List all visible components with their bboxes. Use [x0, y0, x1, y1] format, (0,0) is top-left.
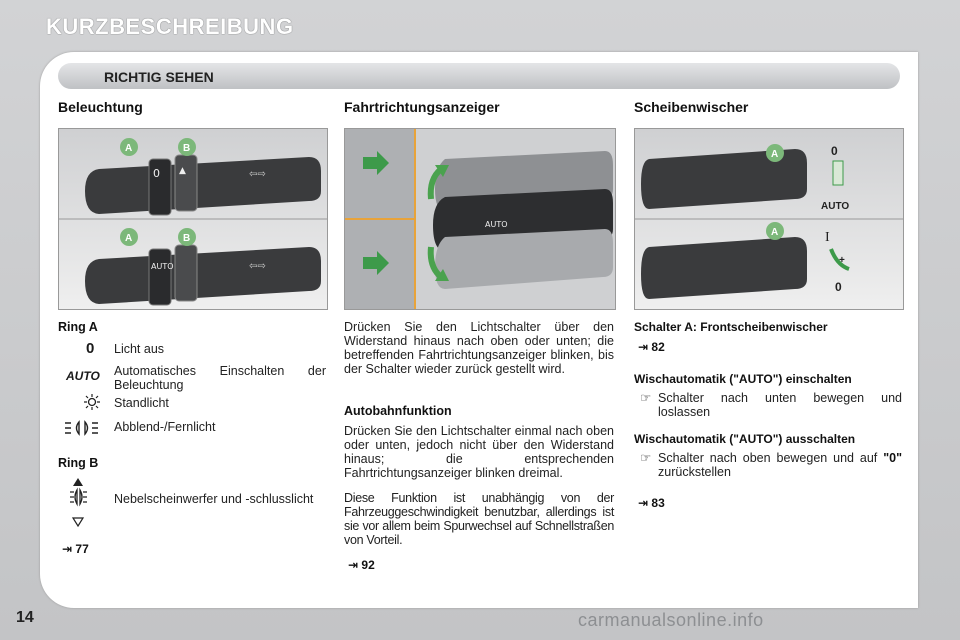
sidelight-icon: [82, 394, 102, 415]
beleuchtung-title: Beleuchtung: [58, 99, 143, 115]
ring-b-item: Nebelscheinwerfer und -schlusslicht: [114, 492, 314, 506]
section-title: RICHTIG SEHEN: [104, 69, 214, 85]
indicator-image: [344, 128, 616, 310]
svg-text:+: +: [839, 255, 845, 266]
arrow-icon: ⇥: [638, 496, 649, 510]
svg-text:A: A: [771, 227, 779, 238]
ring-a-item-abblend: Abblend-/Fernlicht: [114, 420, 216, 434]
auto-on-title: Wischautomatik ("AUTO") einschalten: [634, 372, 852, 386]
auto-off-text-zero: "0": [883, 451, 902, 465]
svg-text:⇦⇨: ⇦⇨: [249, 169, 266, 180]
autobahn-text: Drücken Sie den Lichtschalter einmal nach oben oder unten, jedoch nicht über den Widerstand hinaus; die entsprechenden Fahrtrichtungsanzeiger blinken dreimal.: [344, 424, 614, 480]
fog-light-icon: [64, 478, 92, 533]
arrow-icon: ⇥: [348, 558, 359, 572]
light-switch-illustration: [59, 129, 327, 309]
schalter-a-title: Schalter A: Frontscheibenwischer: [634, 320, 828, 334]
indicator-text: Drücken Sie den Lichtschalter über den Widerstand hinaus nach oben oder unten; die betreffenden Fahrtrichtungsanzeiger blinken, bis der Schalter wieder zurück gestellt wird.: [344, 320, 614, 376]
auto-off-text-post: zurückstellen: [658, 465, 731, 479]
svg-text:0: 0: [153, 167, 160, 180]
ref-link-83[interactable]: [638, 496, 665, 510]
arrow-icon: ⇥: [62, 542, 73, 556]
page-number: 14: [16, 609, 34, 626]
wiper-switch-image: [634, 128, 904, 310]
auto-icon: AUTO: [66, 369, 100, 383]
arrow-icon: ⇥: [638, 340, 649, 354]
ref-77-label: 77: [75, 542, 89, 556]
auto-off-text: [658, 451, 902, 479]
ref-82-label: 82: [651, 340, 665, 354]
indicator-illustration: [345, 129, 615, 309]
svg-text:AUTO: AUTO: [151, 262, 174, 271]
svg-text:A: A: [125, 143, 133, 154]
ref-link-82[interactable]: [638, 340, 665, 354]
ring-a-item-standlicht: Standlicht: [114, 396, 169, 410]
svg-text:A: A: [771, 149, 779, 160]
ring-a-title: Ring A: [58, 320, 98, 334]
autobahn-title: Autobahnfunktion: [344, 404, 452, 418]
headlight-icon: [62, 420, 102, 441]
ring-a-item-auto: Automatisches Einschalten der Beleuchtung: [114, 364, 326, 392]
pointer-icon: ☞: [640, 390, 652, 405]
svg-text:0: 0: [835, 280, 842, 294]
off-icon: 0: [86, 340, 95, 357]
fahrtrichtung-title: Fahrtrichtungsanzeiger: [344, 99, 500, 115]
ring-b-title: Ring B: [58, 456, 99, 470]
autobahn-note: Diese Funktion ist unabhängig von der Fahrzeuggeschwindigkeit benutzbar, allerdings ist sie vor allem beim Spurwechsel auf Schnellstraßen von Vorteil.: [344, 491, 614, 547]
svg-text:0: 0: [831, 144, 838, 158]
page-title: KURZBESCHREIBUNG: [46, 14, 294, 39]
svg-text:AUTO: AUTO: [821, 201, 850, 212]
pointer-icon: ☞: [640, 450, 652, 465]
svg-text:▲: ▲: [179, 166, 186, 176]
watermark: carmanualsonline.info: [578, 610, 764, 630]
ring-a-item-off: Licht aus: [114, 342, 165, 356]
auto-off-text-pre: Schalter nach oben bewegen und auf: [658, 451, 884, 465]
auto-off-title: Wischautomatik ("AUTO") ausschalten: [634, 432, 856, 446]
wiper-illustration: [635, 129, 903, 309]
svg-text:B: B: [183, 143, 191, 154]
ref-link-92[interactable]: [348, 558, 375, 572]
ref-link-77[interactable]: [62, 542, 89, 556]
light-switch-image: [58, 128, 328, 310]
scheibenwischer-title: Scheibenwischer: [634, 99, 749, 115]
auto-on-text: Schalter nach unten bewegen und loslassen: [658, 391, 902, 419]
svg-text:I: I: [825, 230, 830, 245]
svg-text:AUTO: AUTO: [485, 220, 508, 229]
svg-text:B: B: [183, 233, 191, 244]
ref-92-label: 92: [361, 558, 375, 572]
svg-text:⇦⇨: ⇦⇨: [249, 261, 266, 272]
ref-83-label: 83: [651, 496, 665, 510]
svg-text:A: A: [125, 233, 133, 244]
